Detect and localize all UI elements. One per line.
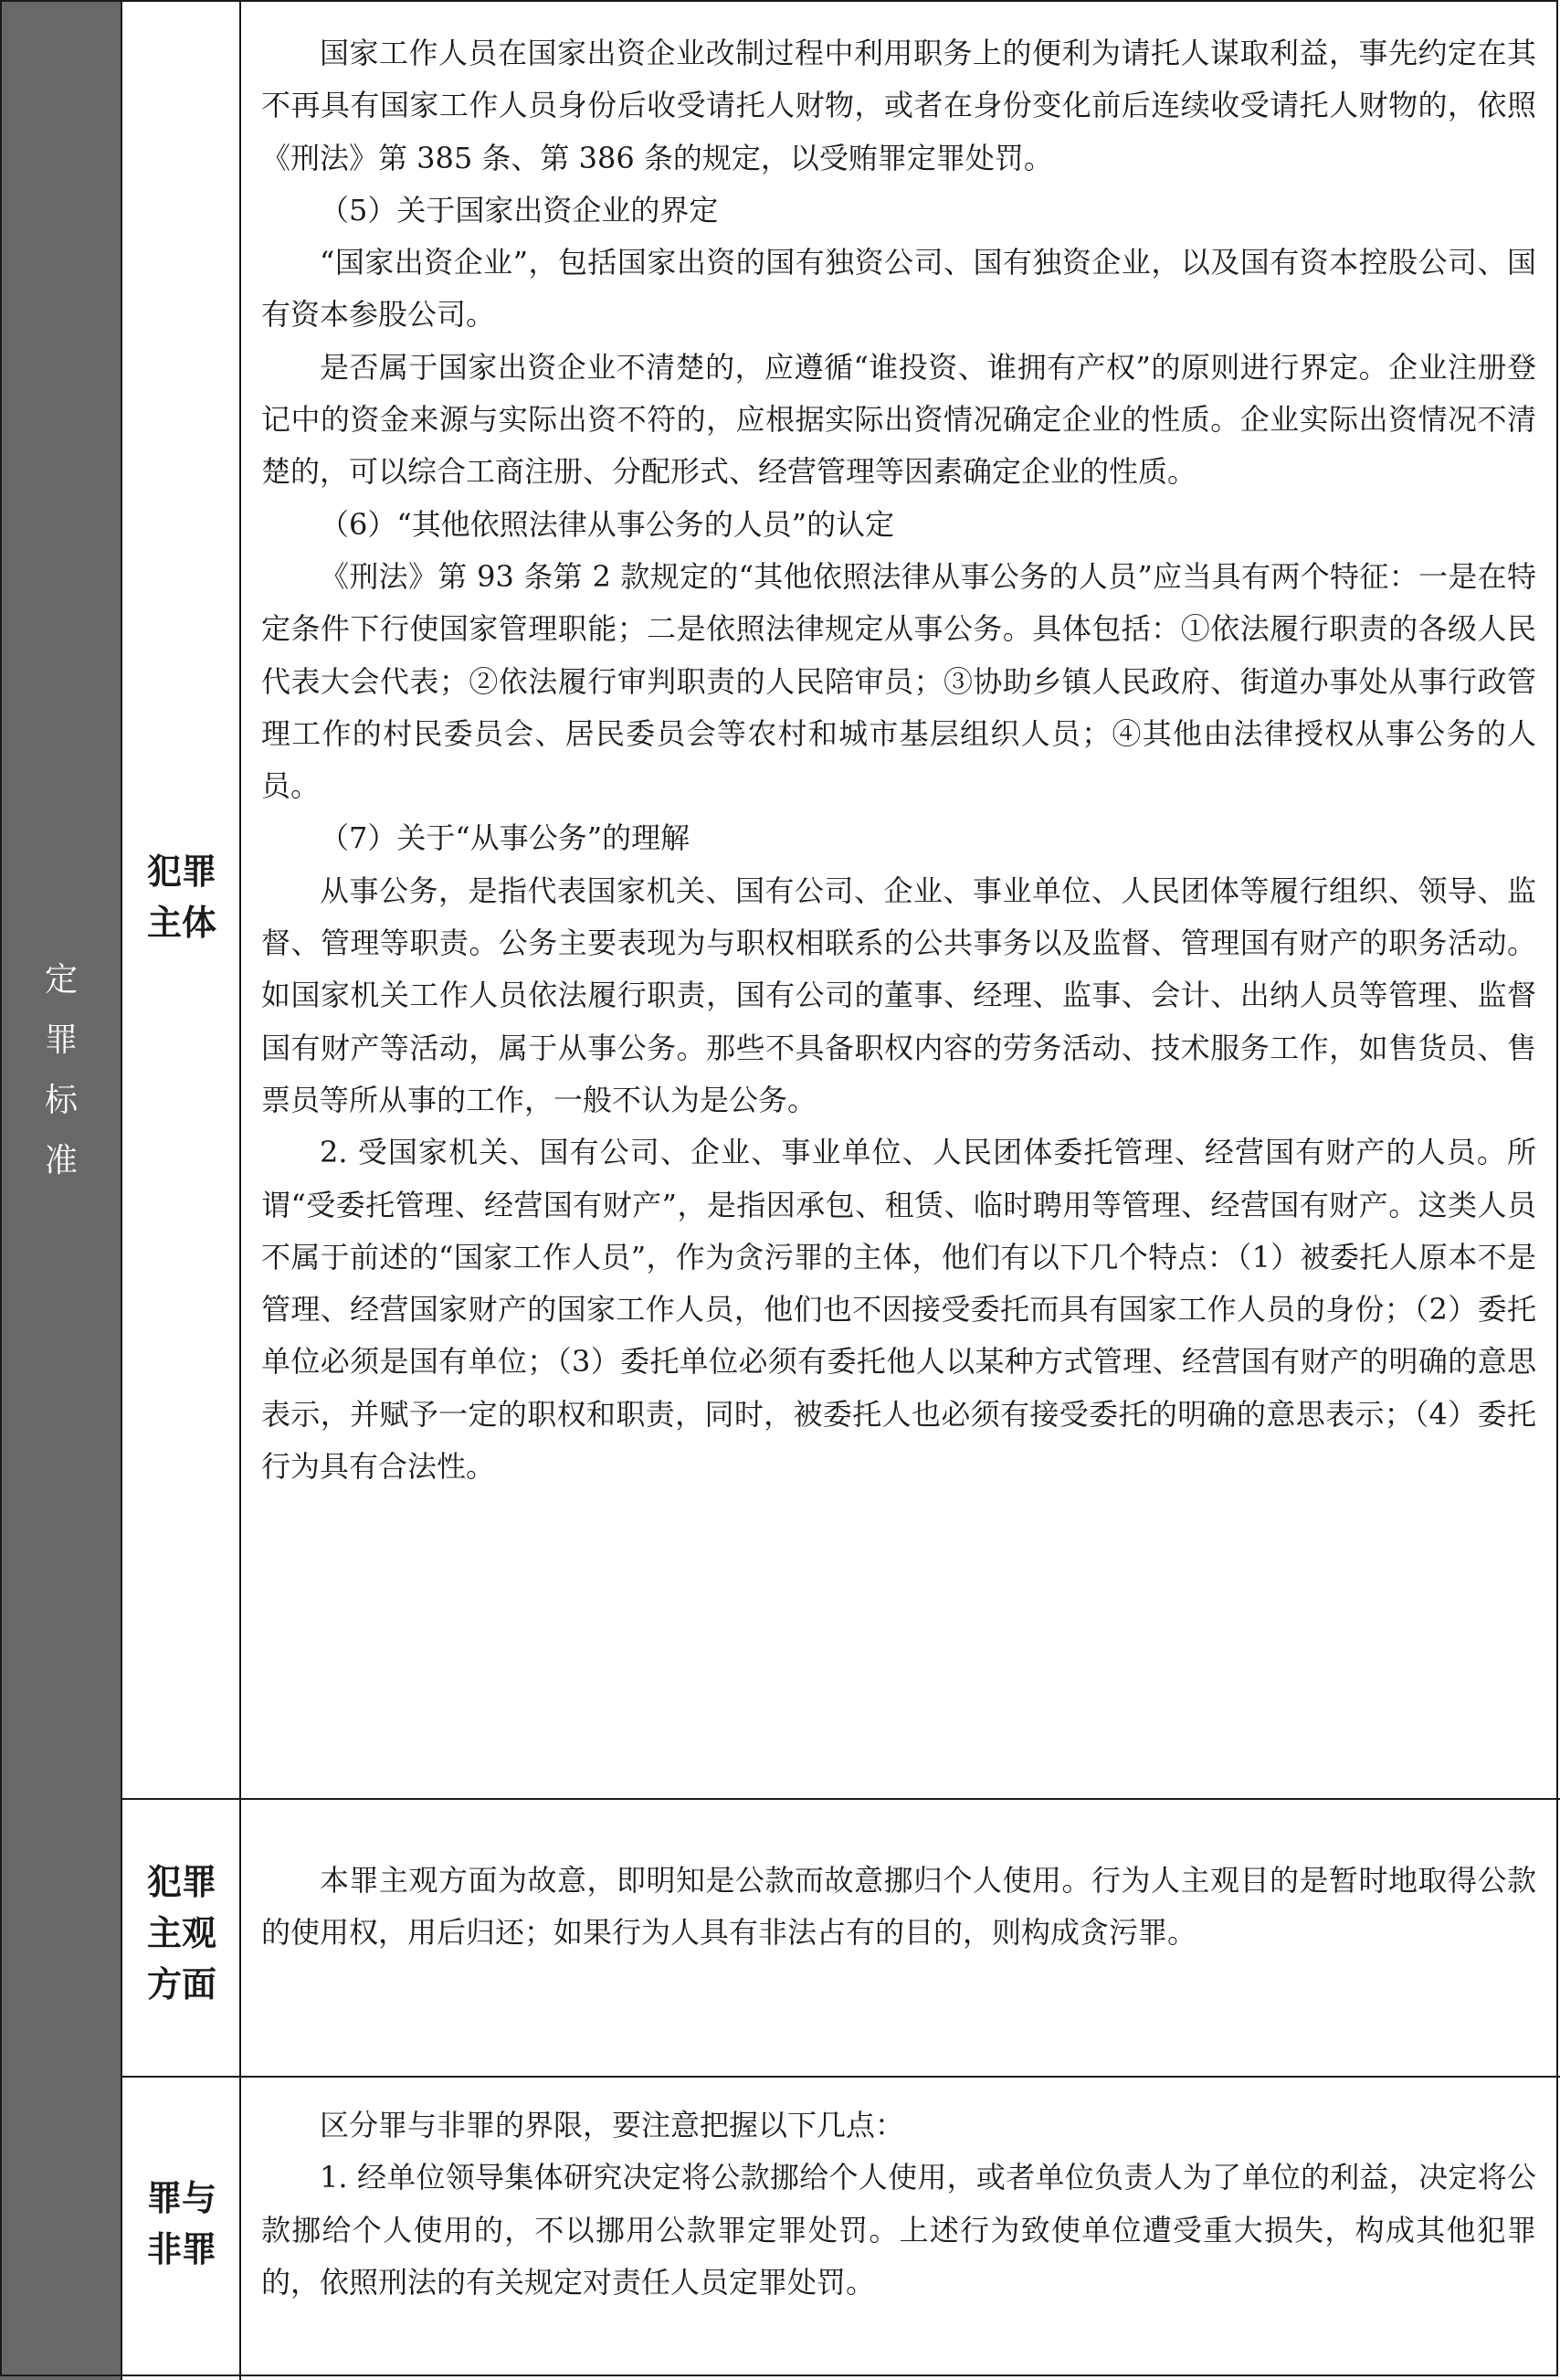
row-label-line: 主体: [146, 903, 216, 943]
section-label-char: 罪: [44, 1021, 78, 1059]
row-label-line: 主观: [146, 1913, 216, 1953]
paragraph: 区分罪与非罪的界限，要注意把握以下几点：: [320, 2108, 905, 2142]
paragraph: （7）关于“从事公务”的理解: [320, 820, 690, 856]
row-content-subject: [261, 27, 1536, 1493]
row-label-line: 非罪: [146, 2229, 216, 2269]
paragraph: 是否属于国家出资企业不清楚的，应遵循“谁投资、谁拥有产权”的原则进行界定。企业注册登记中的资金来源与实际出资不符的，应根据实际出资情况确定企业的性质。企业实际出资情况不清楚的，可以综合工商注册、分配形式、经营管理等因素确定企业的性质。: [261, 349, 1536, 490]
paragraph: （5）关于国家出资企业的界定: [320, 192, 719, 227]
row-label-subjective: [124, 1856, 239, 2010]
row-label-line: 犯罪: [146, 1862, 216, 1902]
section-label-char: 定: [44, 961, 78, 999]
row-label-line: 罪与: [146, 2178, 216, 2218]
row-label-line: 犯罪: [146, 852, 216, 892]
row-label-crime-boundary: [124, 2173, 239, 2275]
paragraph: 从事公务，是指代表国家机关、国有公司、企业、事业单位、人民团体等履行组织、领导、监督、管理等职责。公务主要表现为与职权相联系的公共事务以及监督、管理国有财产的职务活动。如国家机关工作人员依法履行职责，国有公司的董事、经理、监事、会计、出纳人员等管理、监督国有财产等活动，属于从事公务。那些不具备职权内容的劳务活动、技术服务工作，如售货员、售票员等所从事的工作，一般不认为是公务。: [261, 873, 1536, 1117]
section-label-char: 准: [44, 1142, 78, 1179]
row-label-subject: [124, 846, 239, 948]
paragraph: 2. 受国家机关、国有公司、企业、事业单位、人民团体委托管理、经营国有财产的人员。所谓“受委托管理、经营国有财产”，是指因承包、租赁、临时聘用等管理、经营国有财产。这类人员不属于前述的“国家工作人员”，作为贪污罪的主体，他们有以下几个特点：（1）被委托人原本不是管理、经营国家财产的国家工作人员，他们也不因接受委托而具有国家工作人员的身份；（2）委托单位必须是国有单位；（3）委托单位必须有委托他人以某种方式管理、经营国有财产的明确的意思表示，并赋予一定的职权和职责，同时，被委托人也必须有接受委托的明确的意思表示；（4）委托行为具有合法性。: [261, 1135, 1536, 1485]
row-content-subjective: [261, 1855, 1536, 1960]
paragraph: 国家工作人员在国家出资企业改制过程中利用职务上的便利为请托人谋取利益，事先约定在其不再具有国家工作人员身份后收受请托人财物，或者在身份变化前后连续收受请托人财物的，依照《刑法》第 385 条、第 386 条的规定，以受贿罪定罪处罚。: [261, 36, 1536, 175]
paragraph: 《刑法》第 93 条第 2 款规定的“其他依照法律从事公务的人员”应当具有两个特征：一是在特定条件下行使国家管理职能；二是依照法律规定从事公务。具体包括：①依法履行职责的各级人民代表大会代表；②依法履行审判职责的人民陪审员；③协助乡镇人民政府、街道办事处从事行政管理工作的村民委员会、居民委员会等农村和城市基层组织人员；④其他由法律授权从事公务的人员。: [261, 558, 1536, 804]
paragraph: （6）“其他依照法律从事公务的人员”的认定: [320, 506, 895, 542]
section-label-char: 标: [44, 1082, 78, 1119]
paragraph: “国家出资企业”，包括国家出资的国有独资公司、国有独资企业，以及国有资本控股公司、国有资本参股公司。: [261, 245, 1536, 333]
row-label-line: 方面: [146, 1964, 216, 2004]
row-content-crime-boundary: [261, 2100, 1536, 2309]
paragraph: 1. 经单位领导集体研究决定将公款挪给个人使用，或者单位负责人为了单位的利益，决定将公款挪给个人使用的，不以挪用公款罪定罪处罚。上述行为致使单位遭受重大损失，构成其他犯罪的，依照刑法的有关规定对责任人员定罪处罚。: [261, 2160, 1536, 2300]
paragraph: 本罪主观方面为故意，即明知是公款而故意挪归个人使用。行为人主观目的是暂时地取得公款的使用权，用后归还；如果行为人具有非法占有的目的，则构成贪污罪。: [261, 1863, 1536, 1951]
